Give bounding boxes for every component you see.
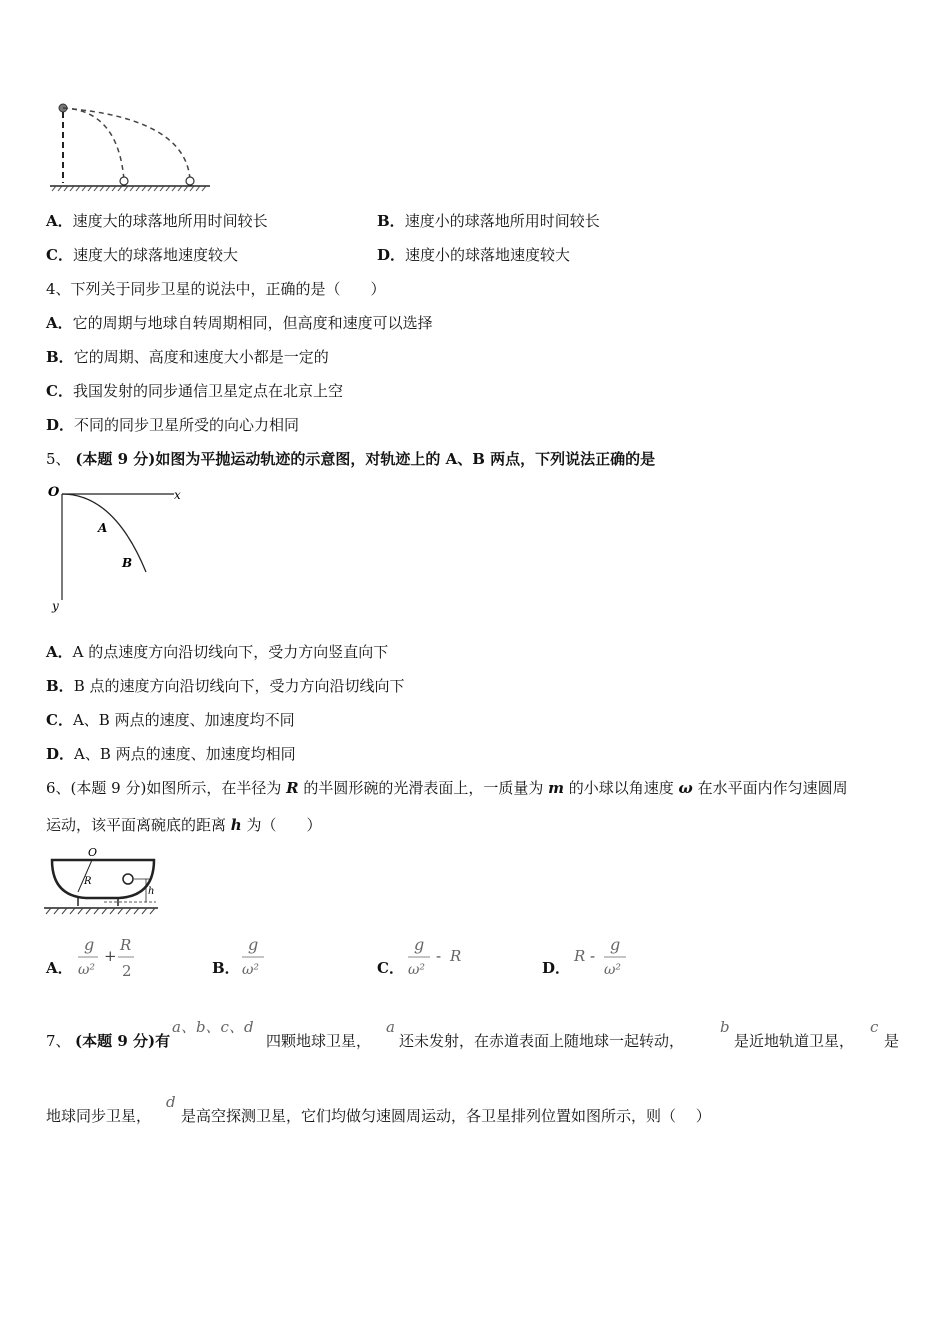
question-number: 5、 bbox=[46, 450, 71, 468]
numerator: g bbox=[84, 935, 95, 954]
denominator: ω² bbox=[242, 962, 260, 978]
variable-r: R bbox=[574, 947, 586, 965]
denominator: ω² bbox=[604, 962, 622, 978]
point-a-label: A bbox=[98, 521, 108, 535]
variable-r: R bbox=[450, 947, 462, 965]
q7-text-2: 四颗地球卫星， bbox=[266, 1032, 372, 1050]
q6-stem-line2 bbox=[46, 815, 321, 835]
text: 的半圆形碗的光滑表面上，一质量为 bbox=[298, 779, 549, 797]
q6-option-a-label: A． bbox=[46, 959, 73, 977]
text: 运动，该平面离碗底的距离 bbox=[46, 816, 231, 834]
y-axis-label: y bbox=[52, 599, 59, 613]
q7-text-4: 是近地轨道卫星， bbox=[734, 1032, 855, 1050]
height-label: h bbox=[148, 886, 155, 897]
text: 的小球以角速度 bbox=[564, 779, 679, 797]
point-b-label: B bbox=[122, 556, 133, 570]
var-h: h bbox=[230, 816, 242, 834]
q3-option-c: C．速度大的球落地速度较大 bbox=[46, 246, 238, 264]
text: 6、(本题 9 分)如图所示，在半径为 bbox=[46, 779, 287, 797]
q7-var-abcd: a、b、c、d bbox=[172, 1018, 254, 1036]
var-m: m bbox=[548, 779, 564, 797]
q6-option-c-label: C． bbox=[377, 959, 404, 977]
q4-option-d: D．不同的同步卫星所受的向心力相同 bbox=[46, 416, 300, 434]
q7-text-5: 是 bbox=[884, 1032, 900, 1050]
q3-option-b: B．速度小的球落地所用时间较长 bbox=[377, 212, 600, 230]
denominator: ω² bbox=[408, 962, 426, 978]
q6-option-d-formula bbox=[572, 932, 634, 982]
q7-text-3: 还未发射，在赤道表面上随地球一起转动， bbox=[399, 1032, 685, 1050]
q6-option-b-label: B． bbox=[212, 959, 240, 977]
bowl-figure bbox=[44, 846, 164, 918]
q5-option-a: A．A 的点速度方向沿切线向下，受力方向竖直向下 bbox=[46, 643, 389, 661]
minus-sign: - bbox=[436, 947, 442, 965]
trajectory-figure bbox=[44, 482, 194, 614]
q6-option-d-label: D． bbox=[542, 959, 571, 977]
origin-label: O bbox=[48, 485, 60, 500]
option-text: 它的周期、高度和速度大小都是一定的 bbox=[73, 348, 329, 366]
question-text: (本题 9 分)如图为平抛运动轨迹的示意图，对轨迹上的 A、B 两点，下列说法正确的是 bbox=[75, 450, 656, 468]
numerator: g bbox=[248, 935, 259, 954]
radius-label: R bbox=[84, 876, 92, 887]
bowl-center-label: O bbox=[88, 846, 98, 859]
q5-option-c: C．A、B 两点的速度、加速度均不同 bbox=[46, 711, 295, 729]
q7-var-d: d bbox=[166, 1093, 176, 1111]
denominator: ω² bbox=[78, 962, 96, 978]
plus-sign: + bbox=[104, 947, 117, 965]
projectile-figure bbox=[46, 98, 216, 193]
numerator: g bbox=[610, 935, 621, 954]
q4-option-b: B．它的周期、高度和速度大小都是一定的 bbox=[46, 348, 329, 366]
option-text: 速度大的球落地速度较大 bbox=[72, 246, 238, 264]
q5-option-b: B．B 点的速度方向沿切线向下，受力方向沿切线向下 bbox=[46, 677, 405, 695]
q4-option-a: A．它的周期与地球自转周期相同，但高度和速度可以选择 bbox=[46, 314, 433, 332]
option-text: 我国发射的同步通信卫星定点在北京上空 bbox=[72, 382, 343, 400]
numerator: R bbox=[120, 936, 132, 954]
q6-option-a-formula bbox=[74, 932, 144, 982]
x-axis-label: x bbox=[174, 488, 181, 502]
q3-option-d: D．速度小的球落地速度较大 bbox=[377, 246, 571, 264]
option-text: 不同的同步卫星所受的向心力相同 bbox=[74, 416, 300, 434]
q6-stem-line1 bbox=[46, 778, 848, 798]
option-text: A、B 两点的速度、加速度均相同 bbox=[74, 745, 296, 763]
q6-option-c-formula bbox=[404, 932, 470, 982]
text: 在水平面内作匀速圆周 bbox=[692, 779, 848, 797]
denominator: 2 bbox=[122, 962, 132, 980]
option-text: 速度小的球落地速度较大 bbox=[405, 246, 571, 264]
q7-number: 7、 bbox=[46, 1032, 71, 1050]
option-text: 速度大的球落地所用时间较长 bbox=[72, 212, 268, 230]
text: 为（ ） bbox=[241, 816, 322, 834]
q3-option-a: A．速度大的球落地所用时间较长 bbox=[46, 212, 268, 230]
q4-option-c: C．我国发射的同步通信卫星定点在北京上空 bbox=[46, 382, 343, 400]
q5-option-d: D．A、B 两点的速度、加速度均相同 bbox=[46, 745, 296, 763]
q6-option-b-formula bbox=[238, 932, 272, 982]
var-omega: ω bbox=[678, 779, 693, 797]
q4-stem: 4、下列关于同步卫星的说法中，正确的是（ ） bbox=[46, 280, 386, 298]
minus-sign: - bbox=[590, 947, 596, 965]
q7-text-1: (本题 9 分)有 bbox=[75, 1032, 171, 1050]
option-text: 它的周期与地球自转周期相同，但高度和速度可以选择 bbox=[72, 314, 433, 332]
option-text: A 的点速度方向沿切线向下，受力方向竖直向下 bbox=[72, 643, 389, 661]
var-r: R bbox=[286, 779, 299, 797]
q7-text-6: 地球同步卫星， bbox=[46, 1107, 152, 1125]
q7-var-b: b bbox=[720, 1018, 730, 1036]
q5-stem bbox=[46, 449, 655, 469]
option-text: A、B 两点的速度、加速度均不同 bbox=[72, 711, 295, 729]
q7-var-c: c bbox=[870, 1018, 879, 1036]
q7-var-a: a bbox=[386, 1018, 395, 1036]
option-text: B 点的速度方向沿切线向下，受力方向沿切线向下 bbox=[73, 677, 405, 695]
option-text: 速度小的球落地所用时间较长 bbox=[404, 212, 600, 230]
q7-text-7: 是高空探测卫星，它们均做匀速圆周运动，各卫星排列位置如图所示，则（ ） bbox=[181, 1107, 711, 1125]
numerator: g bbox=[414, 935, 425, 954]
